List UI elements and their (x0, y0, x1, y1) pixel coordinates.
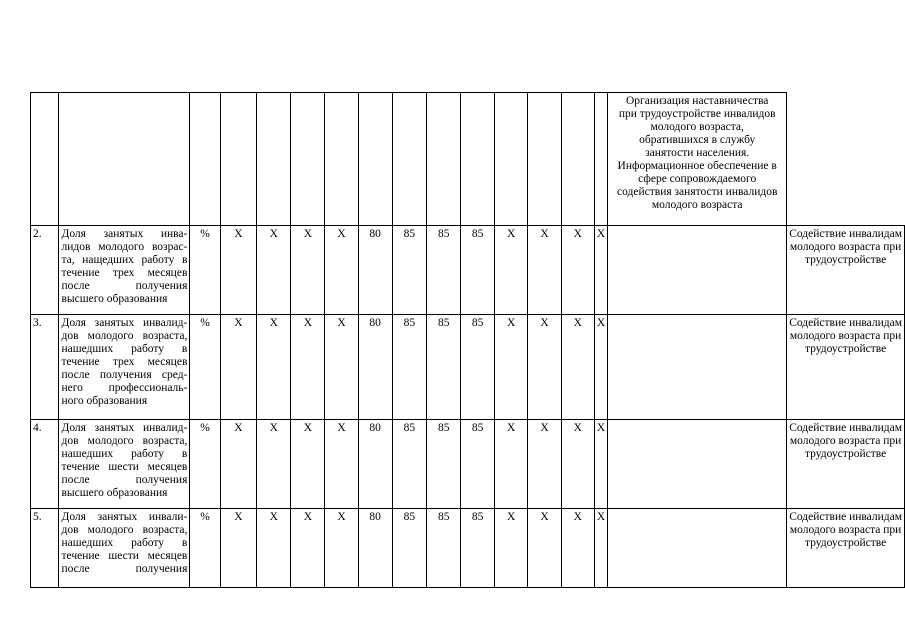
cell-value: X (594, 315, 607, 420)
cell-value: 85 (461, 420, 495, 509)
cell-value: X (325, 315, 358, 420)
activity-line: молодого возраста при (789, 241, 902, 253)
activity-line: молодого возраста при (789, 435, 902, 447)
indicator-line: та, нащедших работу в (61, 254, 188, 266)
indicator-line: дов молодого возраста, (61, 435, 188, 447)
indicator-line: Доля занятых инва- (61, 228, 188, 240)
cell-unit (190, 93, 220, 226)
indicator-line: течение трех месяцев (61, 267, 188, 279)
indicator-line: после получения (61, 474, 188, 486)
cell-indicator (59, 315, 190, 420)
cell-value: 85 (461, 226, 495, 315)
cell-activity (787, 315, 905, 420)
cell-value: X (257, 226, 291, 315)
activity-line: молодого возраста, (650, 121, 744, 133)
cell-unit: % (190, 315, 220, 420)
indicator-line: после получения (61, 280, 188, 292)
table-row (31, 420, 905, 509)
cell-value: X (291, 315, 325, 420)
cell-value: X (257, 315, 291, 420)
cell-value (528, 93, 561, 226)
cell-spacer (608, 509, 787, 588)
cell-value: 85 (392, 226, 427, 315)
cell-spacer (608, 420, 787, 509)
cell-value: 85 (427, 420, 461, 509)
cell-spacer (608, 226, 787, 315)
cell-value: 85 (392, 509, 427, 588)
cell-value (392, 93, 427, 226)
cell-value (220, 93, 257, 226)
activity-line: при трудоустройстве инвалидов (618, 108, 776, 120)
cell-value: X (594, 226, 607, 315)
cell-value: 80 (358, 315, 392, 420)
cell-value: 80 (358, 420, 392, 509)
indicator-line: высшего образования (61, 293, 168, 305)
table-row-continuation (31, 93, 905, 226)
indicator-line: нашедших работу в (61, 343, 188, 355)
cell-activity (787, 226, 905, 315)
activity-line: Содействие инвалидам (789, 511, 902, 523)
cell-value: X (561, 226, 594, 315)
cell-value: X (325, 226, 358, 315)
cell-value: 85 (461, 315, 495, 420)
activity-line: обратившихся в службу (639, 134, 756, 146)
cell-value: X (220, 226, 257, 315)
cell-value: X (561, 420, 594, 509)
cell-value: X (325, 420, 358, 509)
activity-line: молодого возраста при (789, 524, 902, 536)
indicator-line: после получения сред- (61, 369, 188, 381)
cell-num (31, 93, 59, 226)
cell-value: X (220, 509, 257, 588)
activity-line: молодого возраста при (789, 330, 902, 342)
cell-num: 4. (31, 420, 59, 509)
activity-line: Информационное обеспечение в (617, 160, 777, 172)
cell-value: 80 (358, 509, 392, 588)
indicator-line: ного образования (61, 395, 148, 407)
cell-value: 85 (392, 315, 427, 420)
cell-value (461, 93, 495, 226)
activity-line: трудоустройстве (804, 343, 887, 355)
cell-value: X (220, 420, 257, 509)
indicator-line: дов молодого возраста, (61, 524, 188, 536)
cell-value: X (495, 315, 528, 420)
activity-line: Содействие инвалидам (789, 422, 902, 434)
cell-unit: % (190, 226, 220, 315)
cell-indicator (59, 93, 190, 226)
cell-value: X (561, 315, 594, 420)
indicator-line: нашедших работу в (61, 448, 188, 460)
cell-indicator (59, 509, 190, 588)
cell-value (427, 93, 461, 226)
cell-value: X (325, 509, 358, 588)
cell-value: 85 (392, 420, 427, 509)
indicator-line: течение трех месяцев (61, 356, 188, 368)
cell-value: X (528, 420, 561, 509)
activity-line: занятости населения. (645, 147, 750, 159)
cell-value: X (257, 420, 291, 509)
table-body (31, 93, 905, 588)
cell-value: X (495, 420, 528, 509)
activity-line: Организация наставничества (626, 95, 769, 107)
cell-value: 85 (427, 509, 461, 588)
activity-line: трудоустройстве (804, 448, 887, 460)
cell-value (291, 93, 325, 226)
cell-activity (787, 509, 905, 588)
targets-table (30, 92, 905, 588)
indicator-line: лидов молодого возрас- (61, 241, 188, 253)
table-row (31, 509, 905, 588)
indicator-line: нашедших работу в (61, 537, 188, 549)
cell-value: 85 (427, 315, 461, 420)
cell-value: X (291, 420, 325, 509)
cell-value: 85 (427, 226, 461, 315)
cell-indicator (59, 226, 190, 315)
indicator-line: Доля занятых инвалид- (61, 317, 188, 329)
table-row (31, 226, 905, 315)
activity-line: трудоустройстве (804, 254, 887, 266)
cell-value (561, 93, 594, 226)
indicator-line: дов молодого возраста, (61, 330, 188, 342)
cell-value: X (528, 226, 561, 315)
indicator-line: него профессиональ- (61, 382, 188, 394)
cell-activity (608, 93, 787, 226)
cell-value: X (594, 509, 607, 588)
cell-value: X (220, 315, 257, 420)
cell-value: 85 (461, 509, 495, 588)
cell-value: X (495, 509, 528, 588)
activity-line: содействия занятости инвалидов (617, 186, 778, 198)
cell-value (325, 93, 358, 226)
cell-num: 2. (31, 226, 59, 315)
activity-line: трудоустройстве (804, 537, 887, 549)
cell-value: X (528, 315, 561, 420)
activity-line: Содействие инвалидам (789, 317, 902, 329)
cell-value: X (561, 509, 594, 588)
cell-unit: % (190, 509, 220, 588)
cell-value: X (528, 509, 561, 588)
table-row (31, 315, 905, 420)
indicator-line: после получения (61, 563, 188, 575)
cell-value: X (291, 226, 325, 315)
cell-value: X (257, 509, 291, 588)
cell-num: 5. (31, 509, 59, 588)
activity-line: сфере сопровождаемого (638, 173, 757, 185)
cell-value (495, 93, 528, 226)
indicator-line: течение шести месяцев (61, 550, 188, 562)
cell-spacer (608, 315, 787, 420)
activity-line: Содействие инвалидам (789, 228, 902, 240)
indicator-line: Доля занятых инвалид- (61, 422, 188, 434)
cell-unit: % (190, 420, 220, 509)
cell-value: X (594, 420, 607, 509)
cell-spacer (594, 93, 607, 226)
cell-value (257, 93, 291, 226)
indicator-line: высшего образования (61, 487, 168, 499)
cell-value: X (291, 509, 325, 588)
cell-activity (787, 420, 905, 509)
indicator-line: течение шести месяцев (61, 461, 188, 473)
indicator-line: Доля занятых инвали- (61, 511, 188, 523)
cell-num: 3. (31, 315, 59, 420)
activity-line: молодого возраста (651, 199, 743, 211)
cell-value (358, 93, 392, 226)
cell-value: X (495, 226, 528, 315)
cell-indicator (59, 420, 190, 509)
cell-value: 80 (358, 226, 392, 315)
